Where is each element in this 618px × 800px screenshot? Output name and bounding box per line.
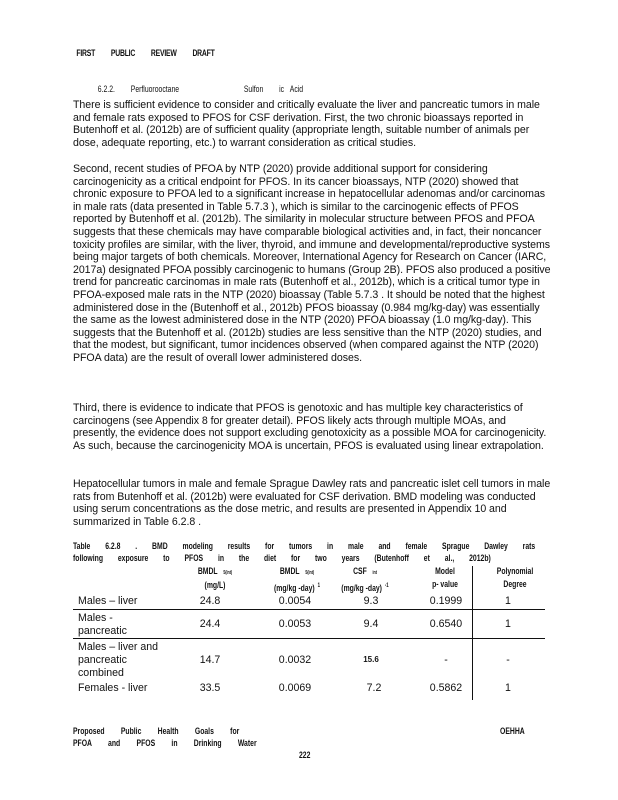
column-header-unit: p- value <box>432 578 458 590</box>
cell-bmdl-serum: 24.4 <box>199 618 221 630</box>
table-caption <box>73 541 535 565</box>
footer-agency: OEHHA <box>500 726 525 737</box>
column-header-unit: Degree <box>503 578 527 590</box>
cell-csf: 15.6 <box>363 655 379 664</box>
column-header-subscript: 5(int) <box>223 570 233 576</box>
column-header-superscript: 1 <box>317 582 320 589</box>
row-label: pancreatic <box>78 654 127 666</box>
section-title-part: ic <box>279 84 285 95</box>
cell-pvalue: 0.6540 <box>429 618 463 630</box>
footer-line: PFOA and PFOS in Drinking Water <box>73 738 257 749</box>
paragraph-1 <box>73 99 553 149</box>
section-title-part: Sulfon <box>243 84 264 95</box>
draft-header <box>73 37 230 59</box>
cell-polynomial-degree: 1 <box>505 682 511 694</box>
column-header-unit: (mg/kg -day) <box>274 582 315 594</box>
paragraph-text: Hepatocellular tumors in male and female Sprague Dawley rats and pancreatic islet cell tumors in male rats from Butenhoff et al. (2012b) were evaluated for CSF derivation. BMD modeling was conducted using serum concentrations as the dose metric, and results are presented in Appendix 10 and summarized in Table 6.2.8 . <box>73 478 551 528</box>
row-label: Males – liver and <box>78 641 159 653</box>
table-caption-line: following exposure to PFOS in the diet for two years (Butenhoff et al., 2012b) <box>73 553 491 564</box>
table-column-divider <box>472 566 473 700</box>
cell-bmdl-serum: 14.7 <box>199 654 221 666</box>
row-label: Males - <box>78 612 113 624</box>
row-label: pancreatic <box>78 625 127 637</box>
column-header-unit: (mg/L) <box>204 579 226 591</box>
row-label: combined <box>78 667 124 679</box>
section-title-part: Perfluorooctane <box>130 84 180 95</box>
cell-bmdl-dose: 0.0032 <box>278 654 312 666</box>
cell-csf: 9.4 <box>363 618 379 630</box>
section-number: 6.2.2. <box>97 84 115 95</box>
column-header-subscript: int <box>372 570 377 576</box>
footer-title <box>73 726 257 750</box>
column-header-label: Model <box>435 566 455 577</box>
section-heading <box>94 73 319 95</box>
cell-bmdl-dose: 0.0053 <box>278 618 312 630</box>
row-label: Males – liver <box>78 595 138 607</box>
header-word: DRAFT <box>192 48 215 59</box>
cell-polynomial-degree: 1 <box>505 595 511 607</box>
column-header-csf <box>333 566 398 595</box>
paragraph-4 <box>73 478 553 528</box>
cell-csf: 7.2 <box>366 682 382 694</box>
paragraph-text: Third, there is evidence to indicate that PFOS is genotoxic and has multiple key characteristics of carcinogens (see Appendix 8 for greater detail). PFOS likely acts through multiple MOAs, and presently, the evidence does not support excluding genotoxicity as a possible MOA for carcinogenicity. As such, because the carcinogenicity MOA is uncertain, PFOS is evaluated using linear extrapolation. <box>73 402 547 452</box>
column-header-model-pvalue <box>416 566 474 591</box>
column-header-polynomial-degree <box>486 566 544 591</box>
column-header-unit: (mg/kg -day) <box>341 582 382 594</box>
column-header-label: BMDL <box>279 566 300 577</box>
column-header-label: Polynomial <box>496 566 534 577</box>
column-header-subscript: 5(int) <box>305 570 315 576</box>
column-header-bmdl-dose <box>265 566 330 595</box>
paragraph-3 <box>73 402 553 452</box>
header-word: REVIEW <box>150 48 177 59</box>
cell-bmdl-dose: 0.0069 <box>278 682 312 694</box>
table-row-divider <box>73 609 545 610</box>
page-number: 222 <box>299 750 311 761</box>
cell-csf: 9.3 <box>363 595 379 607</box>
column-header-label: BMDL <box>197 566 218 577</box>
header-word: FIRST <box>76 48 96 59</box>
row-label: Females - liver <box>78 682 148 694</box>
table-row-divider <box>73 638 545 639</box>
section-title-part: Acid <box>289 84 304 95</box>
footer-line: Proposed Public Health Goals for <box>73 726 240 737</box>
paragraph-2 <box>73 163 553 365</box>
cell-polynomial-degree: 1 <box>505 618 511 630</box>
cell-pvalue: 0.5862 <box>429 682 463 694</box>
column-header-superscript: -1 <box>384 582 389 589</box>
column-header-label: CSF <box>353 566 367 577</box>
cell-bmdl-dose: 0.0054 <box>278 595 312 607</box>
cell-bmdl-serum: 24.8 <box>199 595 221 607</box>
cell-pvalue: 0.1999 <box>429 595 463 607</box>
cell-bmdl-serum: 33.5 <box>199 682 221 694</box>
paragraph-text: Second, recent studies of PFOA by NTP (2020) provide additional support for considering carcinogenicity as a critical endpoint for PFOS. In its cancer bioassays, NTP (2020) showed that chronic exposure to PFOA led to a significant increase in hepatocellular adenomas and/or carcinomas in male rats (data presented in Table 5.7.3 ), which is similar to the carcinogenic effects of PFOS reported by Butenhoff et al. (2012b). The similarity in molecular structure between PFOS and PFOA suggests that these chemicals may have comparable biological activities and, in fact, their noncancer toxicity profiles are similar, with the liver, thyroid, and immune and developmental/reproductive systems being major targets of both chemicals. Moreover, International Agency for Research on Cancer (IARC, 2017a) designated PFOA possibly carcinogenic to humans (Group 2B). PFOS also produced a positive trend for pancreatic carcinomas in male rats (Butenhoff et al., 2012b), which is a critical tumor type in PFOA-exposed male rats in the NTP (2020) bioassay (Table 5.7.3 . It should be noted that the highest administered dose in the (Butenhoff et al., 2012b) PFOS bioassay (0.984 mg/kg-day) was essentially the same as the lowest administered dose in the NTP (2020) PFOA bioassay (1.0 mg/kg-day). This suggests that the Butenhoff et al. (2012b) studies are less sensitive than the NTP (2020) studies, and that the modest, but significant, tumor incidences observed (when compared against the NTP (2020) PFOA data) are the result of overall lower administered doses. <box>73 163 551 364</box>
table-caption-line: Table 6.2.8 . BMD modeling results for tumors in male and female Sprague Dawley rats <box>73 541 536 552</box>
header-word: PUBLIC <box>110 48 136 59</box>
cell-polynomial-degree: - <box>506 654 510 666</box>
cell-pvalue: - <box>444 654 448 666</box>
column-header-bmdl-serum <box>183 566 248 592</box>
paragraph-text: There is sufficient evidence to consider and critically evaluate the liver and pancreatic tumors in male and female rats exposed to PFOS for CSF derivation. First, the two chronic bioassays reported in Butenhoff et al. (2012b) are of sufficient quality (appropriate length, suitable number of animals per dose, adequate reporting, etc.) to warrant consideration as critical studies. <box>73 99 540 149</box>
